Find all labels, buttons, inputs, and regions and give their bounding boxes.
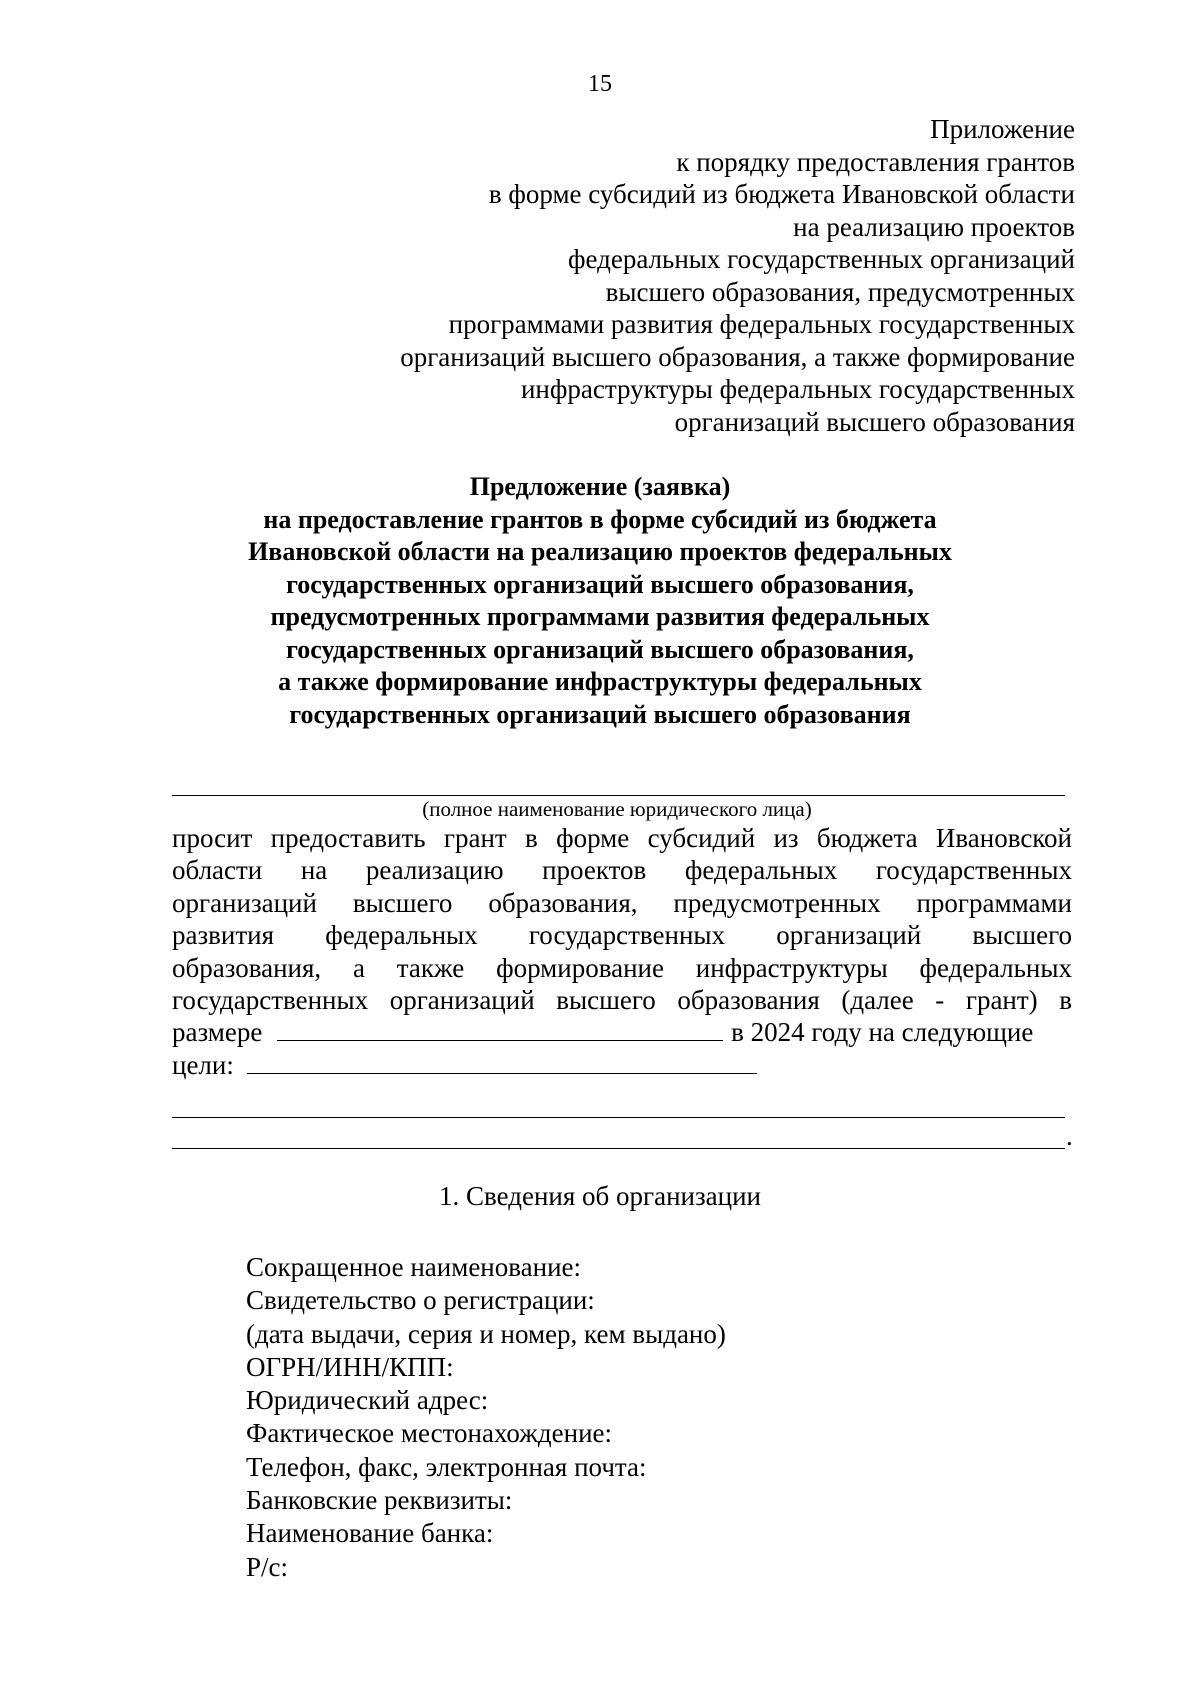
appendix-line: Приложение <box>930 114 1075 144</box>
field-legal-address: Юридический адрес: <box>246 1385 489 1416</box>
appendix-line: организаций высшего образования, а также формирование <box>400 341 1075 372</box>
amount-line <box>172 1016 1072 1048</box>
title-line: на предоставление грантов в форме субсидий из бюджета <box>263 504 937 534</box>
appendix-header <box>400 113 1075 438</box>
appendix-line: в форме субсидий из бюджета Ивановской области <box>488 179 1075 209</box>
document-title <box>0 471 1200 731</box>
request-line: образования, а также формирование инфраструктуры федеральных <box>172 952 1072 983</box>
amount-suffix: в 2024 году на следующие <box>731 1017 1034 1048</box>
appendix-line: программами развития федеральных государственных <box>448 309 1075 339</box>
title-line: предусмотренных программами развития федеральных <box>270 602 930 631</box>
amount-blank-field[interactable] <box>277 1016 723 1041</box>
title-line: государственных организаций высшего образования <box>289 699 911 729</box>
field-settlement-account: Р/с: <box>246 1551 289 1582</box>
appendix-line: на реализацию проектов <box>793 211 1075 242</box>
end-dot: . <box>1066 1121 1073 1151</box>
title-line: Ивановской области на реализацию проектов федеральных <box>248 537 952 566</box>
appendix-line: федеральных государственных организаций <box>567 244 1075 274</box>
field-registration-certificate: Свидетельство о регистрации: <box>246 1285 595 1316</box>
field-contacts: Телефон, факс, электронная почта: <box>246 1451 647 1482</box>
title-line: а также формирование инфраструктуры федеральных <box>278 667 922 696</box>
field-bank-name: Наименование банка: <box>246 1518 494 1549</box>
field-bank-details: Банковские реквизиты: <box>246 1485 513 1516</box>
field-certificate-details: (дата выдачи, серия и номер, кем выдано) <box>246 1318 726 1349</box>
appendix-line: к порядку предоставления грантов <box>676 146 1075 177</box>
request-line: организаций высшего образования, предусмотренных программами <box>172 887 1072 918</box>
section-1-heading: 1. Сведения об организации <box>439 1181 761 1211</box>
appendix-line: организаций высшего образования <box>674 406 1075 437</box>
goals-blank-line-2[interactable] <box>172 1117 1065 1118</box>
organization-fields <box>246 1251 726 1584</box>
appendix-line: инфраструктуры федеральных государственных <box>520 374 1075 404</box>
request-line: области на реализацию проектов федеральных государственных <box>172 855 1072 886</box>
amount-label: размере <box>172 1017 263 1048</box>
field-ogrn-inn-kpp: ОГРН/ИНН/КПП: <box>246 1351 454 1382</box>
request-line: развития федеральных государственных организаций высшего <box>172 920 1072 951</box>
request-line: государственных организаций высшего образования (далее - грант) в <box>172 984 1072 1015</box>
title-line: Предложение (заявка) <box>469 472 731 501</box>
field-short-name: Сокращенное наименование: <box>246 1252 582 1282</box>
goals-blank-line-3[interactable] <box>172 1148 1065 1149</box>
goals-line <box>172 1049 1072 1081</box>
goals-label: цели: <box>172 1049 234 1080</box>
page-number: 15 <box>588 71 612 97</box>
appendix-line: высшего образования, предусмотренных <box>605 276 1075 307</box>
title-line: государственных организаций высшего образования, <box>286 569 914 599</box>
title-line: государственных организаций высшего образования, <box>286 634 914 664</box>
request-paragraph <box>172 822 1072 1081</box>
field-actual-location: Фактическое местонахождение: <box>246 1418 613 1449</box>
entity-name-caption: (полное наименование юридического лица) <box>422 797 812 821</box>
request-line: просит предоставить грант в форме субсидий из бюджета Ивановской <box>172 823 1072 853</box>
goals-blank-field[interactable] <box>247 1049 757 1074</box>
